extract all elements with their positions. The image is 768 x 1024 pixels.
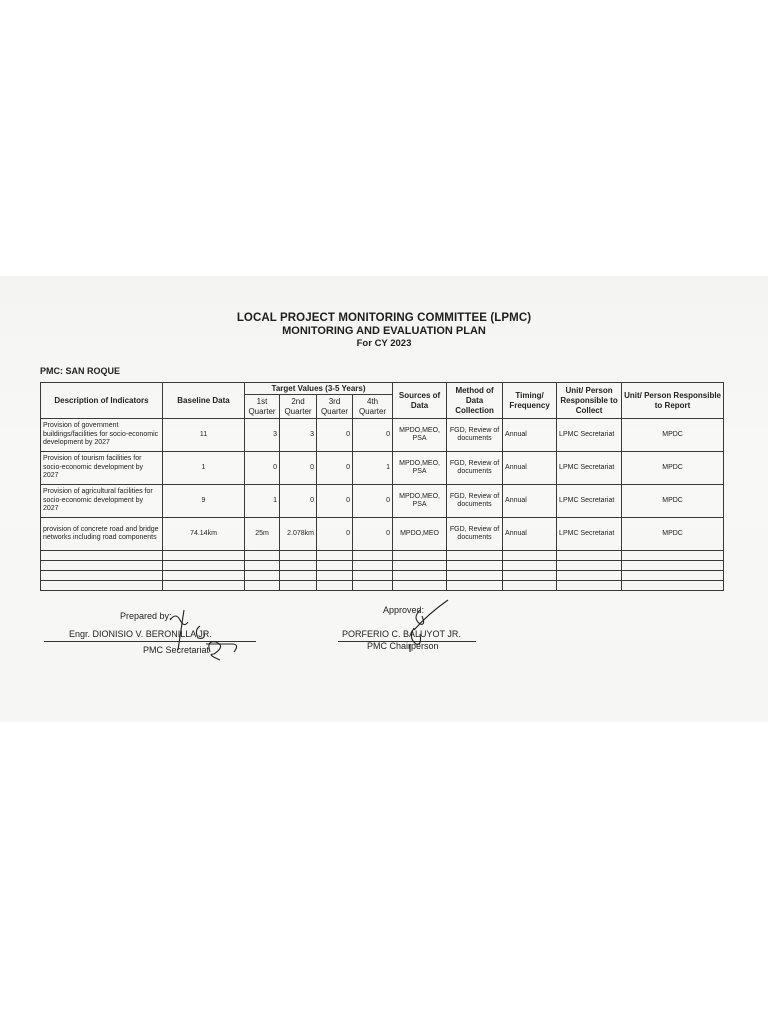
- approved-by-name: PORFERIO C. BALUYOT JR.: [342, 629, 461, 639]
- cell-collect: LPMC Secretariat: [557, 419, 622, 452]
- empty-row: [41, 571, 724, 581]
- cell-timing: Annual: [503, 485, 557, 518]
- cell-sources: MPDO,MEO, PSA: [393, 452, 447, 485]
- cell-timing: Annual: [503, 419, 557, 452]
- header-target-values: Target Values (3-5 Years): [245, 383, 393, 395]
- empty-row: [41, 561, 724, 571]
- cell-timing: Annual: [503, 518, 557, 551]
- header-report: Unit/ Person Responsible to Report: [622, 383, 724, 419]
- cell-baseline: 9: [163, 485, 245, 518]
- header-q1: 1st Quarter: [245, 395, 280, 419]
- monitoring-table: [40, 382, 724, 591]
- cell-report: MPDC: [622, 419, 724, 452]
- cell-description: Provision of government buildings/facilities for socio-economic development by 2027: [41, 419, 163, 452]
- document-title: LOCAL PROJECT MONITORING COMMITTEE (LPMC): [236, 312, 532, 324]
- table-row: [41, 485, 724, 518]
- cell-collect: LPMC Secretariat: [557, 452, 622, 485]
- cell-q2: 3: [280, 419, 317, 452]
- approved-by-title: PMC Chairperson: [367, 641, 439, 651]
- pmc-label: PMC: SAN ROQUE: [40, 366, 121, 376]
- cell-report: MPDC: [622, 518, 724, 551]
- header-collect: Unit/ Person Responsible to Collect: [557, 383, 622, 419]
- cell-collect: LPMC Secretariat: [557, 518, 622, 551]
- cell-report: MPDC: [622, 452, 724, 485]
- cell-q1: 3: [245, 419, 280, 452]
- cell-q4: 1: [353, 452, 393, 485]
- table-row: [41, 452, 724, 485]
- cell-q4: 0: [353, 419, 393, 452]
- cell-q2: 0: [280, 485, 317, 518]
- cell-baseline: 1: [163, 452, 245, 485]
- document-subtitle: MONITORING AND EVALUATION PLAN: [282, 325, 486, 337]
- empty-row: [41, 551, 724, 561]
- cell-q2: 0: [280, 452, 317, 485]
- cell-description: provision of concrete road and bridge networks including road components: [41, 518, 163, 551]
- cell-sources: MPDO,MEO, PSA: [393, 485, 447, 518]
- cell-q4: 0: [353, 485, 393, 518]
- cell-method: FGD, Review of documents: [447, 485, 503, 518]
- cell-method: FGD, Review of documents: [447, 452, 503, 485]
- cell-q1: 0: [245, 452, 280, 485]
- header-q2: 2nd Quarter: [280, 395, 317, 419]
- cell-timing: Annual: [503, 452, 557, 485]
- header-q4: 4th Quarter: [353, 395, 393, 419]
- cell-description: Provision of agricultural facilities for socio-economic development by 2027: [41, 485, 163, 518]
- cell-q3: 0: [317, 518, 353, 551]
- cell-sources: MPDO,MEO: [393, 518, 447, 551]
- cell-q3: 0: [317, 485, 353, 518]
- header-timing: Timing/ Frequency: [503, 383, 557, 419]
- prepared-by-label: Prepared by:: [120, 611, 172, 621]
- cell-method: FGD, Review of documents: [447, 518, 503, 551]
- prepared-by-title: PMC Secretariat: [143, 645, 210, 655]
- prepared-by-name: Engr. DIONISIO V. BERONILLA JR.: [69, 629, 212, 639]
- document-year: For CY 2023: [356, 338, 412, 349]
- approved-by-label: Approved:: [383, 605, 425, 615]
- table-row: [41, 518, 724, 551]
- cell-baseline: 11: [163, 419, 245, 452]
- table-row: [41, 419, 724, 452]
- header-baseline: Baseline Data: [163, 383, 245, 419]
- signature-mark: [400, 598, 460, 654]
- cell-baseline: 74.14km: [163, 518, 245, 551]
- cell-report: MPDC: [622, 485, 724, 518]
- header-description: Description of Indicators: [41, 383, 163, 419]
- empty-row: [41, 581, 724, 591]
- header-method: Method of Data Collection: [447, 383, 503, 419]
- cell-q1: 1: [245, 485, 280, 518]
- cell-method: FGD, Review of documents: [447, 419, 503, 452]
- cell-description: Provision of tourism facilities for socio-economic development by 2027: [41, 452, 163, 485]
- cell-q1: 25m: [245, 518, 280, 551]
- cell-collect: LPMC Secretariat: [557, 485, 622, 518]
- cell-q4: 0: [353, 518, 393, 551]
- cell-sources: MPDO,MEO, PSA: [393, 419, 447, 452]
- cell-q3: 0: [317, 419, 353, 452]
- header-sources: Sources of Data: [393, 383, 447, 419]
- signature-mark: [140, 600, 270, 670]
- header-q3: 3rd Quarter: [317, 395, 353, 419]
- cell-q3: 0: [317, 452, 353, 485]
- cell-q2: 2.078km: [280, 518, 317, 551]
